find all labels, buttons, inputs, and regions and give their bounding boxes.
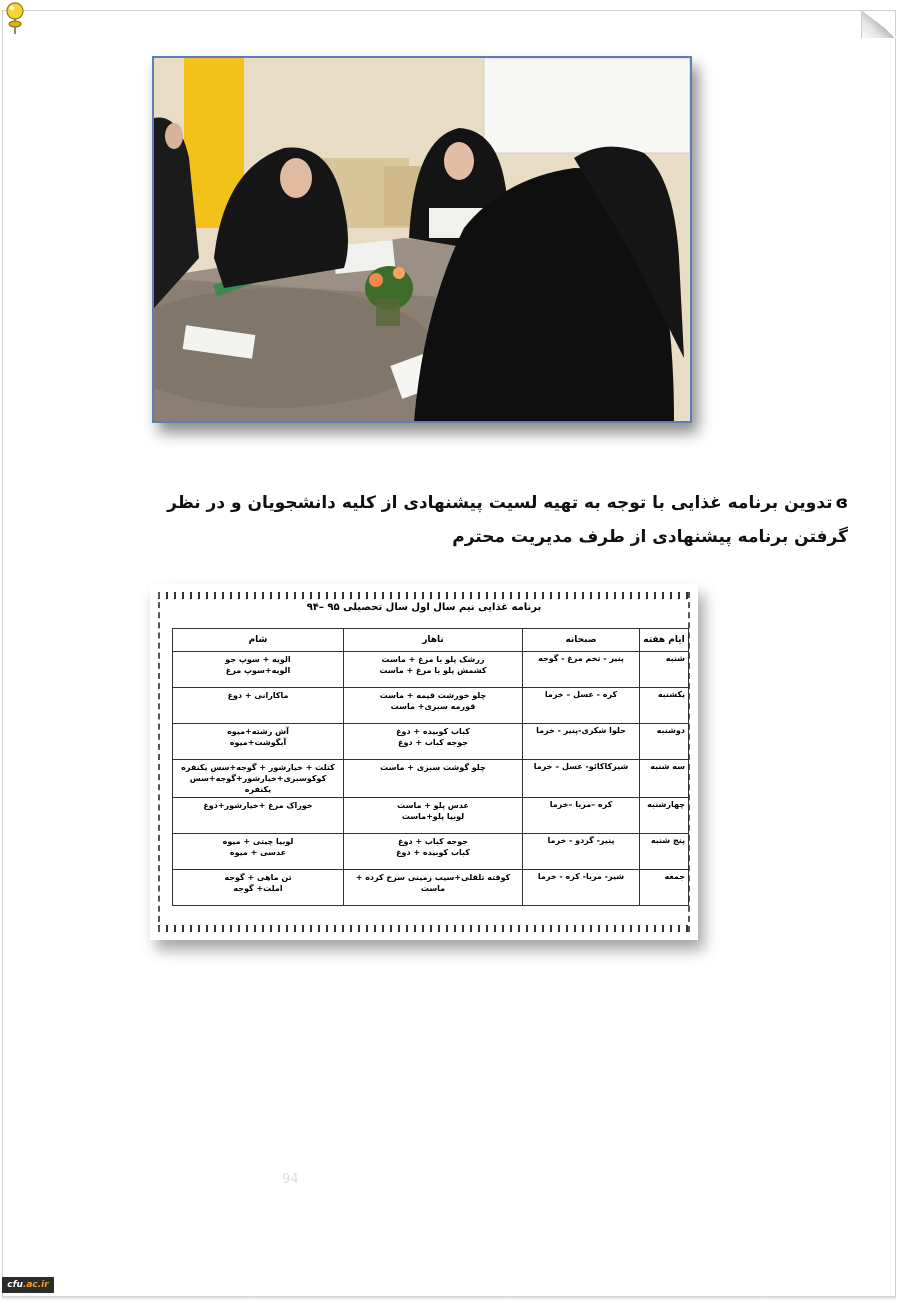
lunch-cell xyxy=(344,798,523,834)
header-day: ایام هفته xyxy=(640,629,689,652)
dinner-item: ماکارانی + دوغ xyxy=(227,691,289,700)
breakfast-cell: کره - عسل – خرما xyxy=(523,688,640,724)
lunch-cell xyxy=(344,834,523,870)
table-row xyxy=(173,798,689,834)
header-dinner: شام xyxy=(173,629,344,652)
dinner-cell xyxy=(173,798,344,834)
dinner-cell xyxy=(173,870,344,906)
header-lunch: ناهار xyxy=(344,629,523,652)
breakfast-cell: حلوا شکری-پنیر - خرما xyxy=(523,724,640,760)
dinner-item: لوبیا چیتی + میوه xyxy=(222,837,294,846)
logo-name: cfu xyxy=(7,1280,23,1290)
dinner-item: کوکوسبزی+خیارشور+گوجه+سس یکنفره xyxy=(189,774,327,794)
table-row xyxy=(173,724,689,760)
breakfast-cell: شیرکاکائو- عسل – خرما xyxy=(523,760,640,798)
cfu-logo xyxy=(2,1277,54,1293)
ghost-number: 94 xyxy=(282,1172,299,1187)
day-cell: شنبه xyxy=(640,652,689,688)
lunch-item: چلو گوشت سبزی + ماست xyxy=(380,763,486,772)
dinner-item: خوراک مرغ +خیارشور+دوغ xyxy=(203,801,313,810)
day-cell: سه شنبه xyxy=(640,760,689,798)
dinner-item: تن ماهی + گوجه xyxy=(224,873,292,882)
table-row xyxy=(173,760,689,798)
day-cell: یکشنبه xyxy=(640,688,689,724)
lunch-item: کباب کوبیده + دوغ xyxy=(396,848,470,857)
lunch-item: جوجه کباب + دوغ xyxy=(398,738,468,747)
lunch-cell xyxy=(344,688,523,724)
breakfast-cell: کره –مربا –خرما xyxy=(523,798,640,834)
lunch-item: کشمش پلو با مرغ + ماست xyxy=(379,666,487,675)
table-row xyxy=(173,652,689,688)
breakfast-cell: پنیر- گردو - خرما xyxy=(523,834,640,870)
lunch-item: زرشک پلو با مرغ + ماست xyxy=(381,655,485,664)
lunch-item: لوبیا پلو+ماست xyxy=(401,812,465,821)
dinner-cell xyxy=(173,652,344,688)
description-paragraph xyxy=(130,486,848,554)
breakfast-cell: شیر- مربا- کره - خرما xyxy=(523,870,640,906)
dinner-item: آش رشته+میوه xyxy=(227,727,289,736)
bullet-icon: ɞ xyxy=(835,493,848,513)
dinner-item: الویه + سوپ جو xyxy=(225,655,291,664)
lunch-item: کوفته تلقلی+سیب زمینی سرخ کرده + ماست xyxy=(355,873,511,893)
day-cell: چهارشنبه xyxy=(640,798,689,834)
dinner-cell xyxy=(173,724,344,760)
pushpin-icon xyxy=(4,0,26,36)
dinner-cell xyxy=(173,688,344,724)
lunch-item: قورمه سبزی+ ماست xyxy=(390,702,476,711)
breakfast-cell: پنیر - تخم مرغ - گوجه xyxy=(523,652,640,688)
day-cell: پنج شنبه xyxy=(640,834,689,870)
logo-tld: .ac.ir xyxy=(22,1280,49,1290)
lunch-cell xyxy=(344,760,523,798)
lunch-cell xyxy=(344,870,523,906)
meeting-photo xyxy=(152,56,692,423)
day-cell: جمعه xyxy=(640,870,689,906)
lunch-cell xyxy=(344,652,523,688)
lunch-item: چلو خورشت قیمه + ماست xyxy=(379,691,487,700)
table-row xyxy=(173,834,689,870)
paragraph-text: تدوین برنامه غذایی با توجه به تهیه لسیت پیشنهادی از کلیه دانشجویان و در نظر گرفتن برنامه پیشنهادی از طرف مدیریت محترم xyxy=(167,493,848,547)
menu-table xyxy=(172,628,689,906)
table-row xyxy=(173,870,689,906)
menu-table-image xyxy=(150,584,698,940)
dinner-item: عدسی + میوه xyxy=(229,848,287,857)
lunch-item: کباب کوبیده + دوغ xyxy=(396,727,470,736)
table-header-row xyxy=(173,629,689,652)
lunch-item: عدس پلو + ماست xyxy=(397,801,469,810)
lunch-item: جوجه کباب + دوغ xyxy=(398,837,468,846)
menu-table-title: برنامه غذایی نیم سال اول سال تحصیلی ۹۵ –۹۴ xyxy=(306,602,542,613)
dinner-item: الویه+سوپ مرغ xyxy=(225,666,291,675)
dinner-item: کتلت + خیارشور + گوجه+سس یکنفره xyxy=(181,763,335,772)
header-breakfast: صبحانه xyxy=(523,629,640,652)
day-cell: دوشنبه xyxy=(640,724,689,760)
dinner-item: آبگوشت+میوه xyxy=(229,738,287,747)
dinner-cell xyxy=(173,834,344,870)
dinner-cell xyxy=(173,760,344,798)
dinner-item: املت+ گوجه xyxy=(233,884,283,893)
table-row xyxy=(173,688,689,724)
lunch-cell xyxy=(344,724,523,760)
